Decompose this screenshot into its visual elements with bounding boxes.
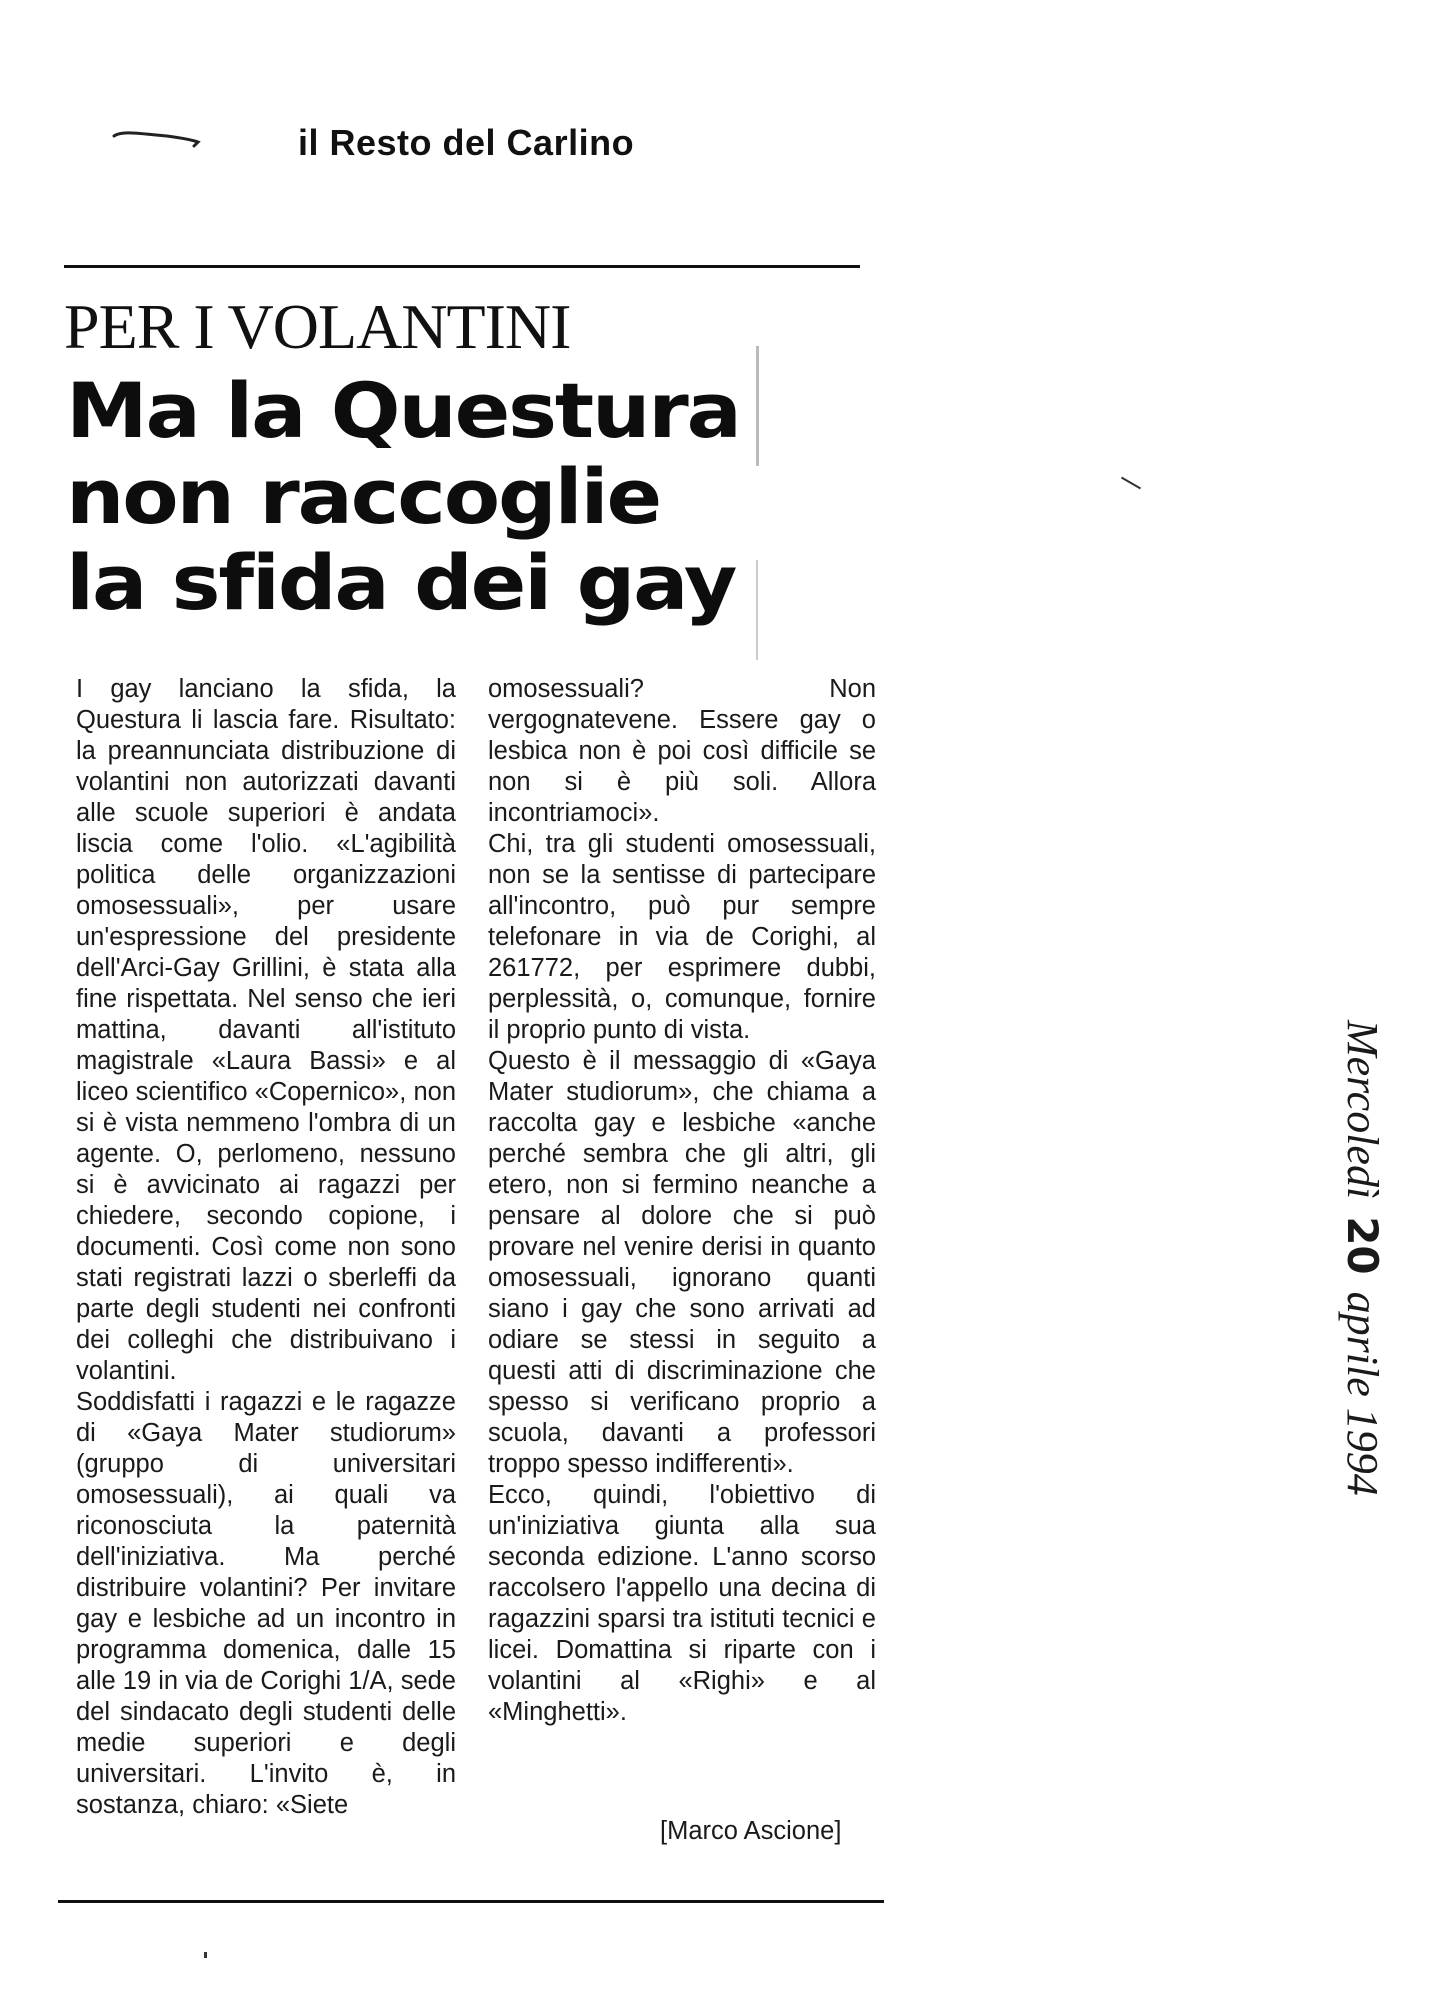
article-byline: [Marco Ascione] [660, 1817, 842, 1845]
date-day: 20 [1338, 1216, 1387, 1275]
scan-speck [756, 560, 758, 660]
article-column-1: I gay lanciano la sfida, la Questura li lascia fare. Risultato: la preannunciata distribuzione di volantini non autorizzati davanti alle scuole superiori è andata liscia come l'olio. «L'agibilità politica delle organizzazioni omosessuali», per usare un'espressione del presidente dell'Arci-Gay Grillini, è stata alla fine rispettata. Nel senso che ieri mattina, davanti all'istituto magistrale «Laura Bassi» e al liceo scientifico «Copernico», non si è vista nemmeno l'ombra di un agente. O, perlomeno, nessuno si è avvicinato ai ragazzi per chiedere, secondo copione, i documenti. Così come non sono stati registrati lazzi o sberleffi da parte degli studenti nei confronti dei colleghi che distribuivano i volantini. Soddisfatti i ragazzi e le ragazze di «Gaya Mater studiorum» (gruppo di universitari omosessuali), ai quali va riconosciuta la paternità dell'iniziativa. Ma perché distribuire volantini? Per invitare gay e lesbiche ad un incontro in programma domenica, dalle 15 alle 19 in via de Corighi 1/A, sede del sindacato degli studenti delle medie superiori e degli universitari. L'invito è, in sostanza, chiaro: «Siete [76, 675, 456, 1819]
article-column-2: omosessuali? Non vergognatevene. Essere gay o lesbica non è poi così difficile se non si è più soli. Allora incontriamoci». Chi, tra gli studenti omosessuali, non se la sentisse di partecipare all'incontro, può pur sempre telefonare in via de Corighi, al 261772, per esprimere dubbi, perplessità, o, comunque, fornire il proprio punto di vista. Questo è il messaggio di «Gaya Mater studiorum», che chiama a raccolta gay e lesbiche «anche perché sembra che gli altri, gli etero, non si fermino neanche a pensare al dolore che si può provare nel venire derisi in quanto omosessuali, ignorano quanti siano i gay che sono arrivati ad odiare se stessi in seguito a questi atti di discriminazione che spesso si verificano proprio a scuola, davanti a professori troppo spesso indifferenti». Ecco, quindi, l'obiettivo di un'iniziativa giunta alla sua seconda edizione. L'anno scorso raccolsero l'appello una decina di ragazzini sparsi tra istituti tecnici e licei. Domattina si riparte con i volantini al «Righi» e al «Minghetti». [488, 675, 876, 1726]
article-kicker: PER I VOLANTINI [64, 291, 571, 362]
date-weekday: Mercoledì [1338, 1020, 1387, 1200]
headline-line: non raccoglie [66, 452, 661, 541]
headline-line: Ma la Questura [66, 366, 740, 455]
publication-date [1337, 1020, 1388, 1496]
handwritten-mark [112, 126, 202, 150]
scan-speck [756, 346, 759, 466]
top-divider [64, 265, 860, 268]
date-month-year: aprile 1994 [1338, 1291, 1387, 1496]
article-headline [66, 368, 740, 626]
scan-speck [204, 1952, 207, 1958]
bottom-divider [58, 1900, 884, 1903]
newspaper-masthead: il Resto del Carlino [298, 122, 635, 163]
scan-speck [1121, 477, 1141, 490]
headline-line: la sfida dei gay [66, 538, 736, 627]
